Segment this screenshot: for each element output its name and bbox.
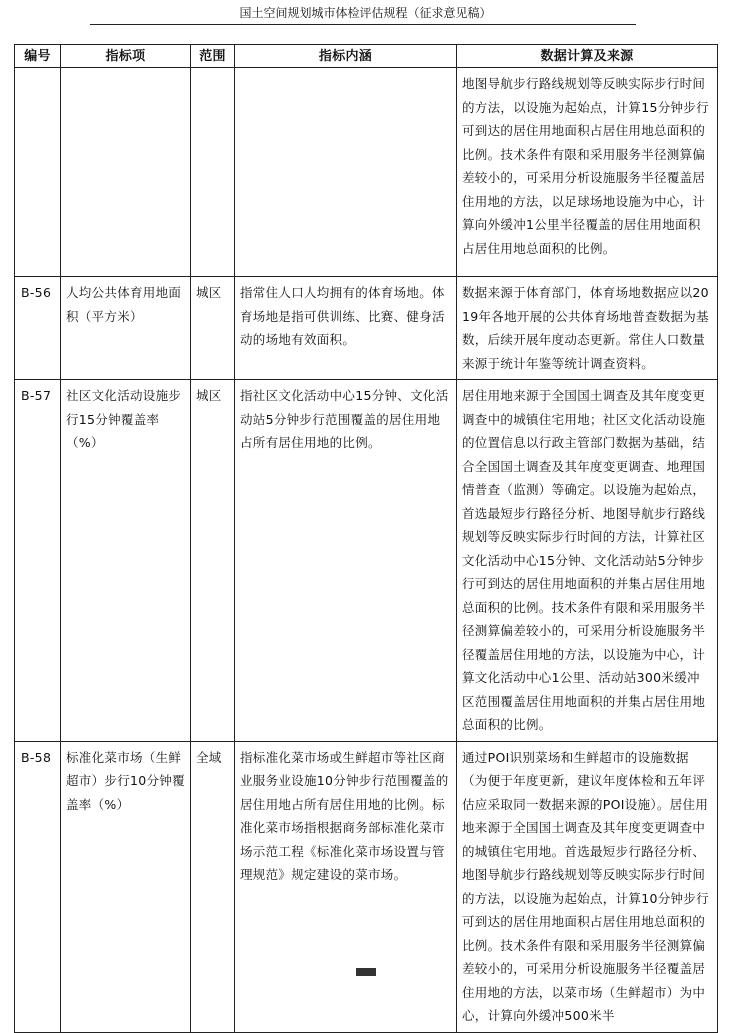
table-cell-id bbox=[15, 68, 61, 277]
table-cell-id: B-57 bbox=[15, 380, 61, 742]
table-cell-indicator: 社区文化活动设施步行15分钟覆盖率（%） bbox=[61, 380, 191, 742]
header-rule bbox=[90, 24, 636, 25]
table-row bbox=[15, 380, 718, 742]
table-cell-source: 数据来源于体育部门，体育场地数据应以2019年各地开展的公共体育场地普查数据为基数，后续开展年度动态更新。常住人口数量来源于统计年鉴等统计调查资料。 bbox=[457, 277, 718, 380]
table-row-continuation bbox=[15, 68, 718, 277]
table-cell-source: 居住用地来源于全国国土调查及其年度变更调查中的城镇住宅用地；社区文化活动设施的位置信息以行政主管部门数据为基础，结合全国国土调查及其年度变更调查、地理国情普查（监测）等确定。以设施为起始点，首选最短步行路径分析、地图导航步行路线规划等反映实际步行时间的方法，计算社区文化活动中心15分钟、文化活动站5分钟步行可到达的居住用地面积的并集占居住用地总面积的比例。技术条件有限和采用服务半径测算偏差较小的，可采用分析设施服务半径覆盖居住用地的方法，以设施为中心，计算文化活动中心1公里、活动站300米缓冲区范围覆盖居住用地面积的并集占居住用地总面积的比例。 bbox=[457, 380, 718, 742]
indicator-table bbox=[14, 44, 718, 1033]
column-header-source: 数据计算及来源 bbox=[457, 45, 718, 68]
table-cell-indicator bbox=[61, 68, 191, 277]
document-header bbox=[0, 0, 731, 26]
table-cell-connotation: 指标准化菜市场或生鲜超市等社区商业服务业设施10分钟步行范围覆盖的居住用地占所有居住用地的比例。标准化菜市场指根据商务部标准化菜市场示范工程《标准化菜市场设置与管理规范》规定建设的菜市场。 bbox=[235, 741, 457, 1032]
document-title: 国土空间规划城市体检评估规程（征求意见稿） bbox=[239, 6, 492, 20]
page-number-mark bbox=[356, 968, 376, 976]
table-cell-id: B-56 bbox=[15, 277, 61, 380]
table-cell-indicator: 标准化菜市场（生鲜超市）步行10分钟覆盖率（%） bbox=[61, 741, 191, 1032]
table-row bbox=[15, 277, 718, 380]
table-cell-scope bbox=[191, 68, 235, 277]
table-cell-scope: 城区 bbox=[191, 277, 235, 380]
table-cell-connotation bbox=[235, 68, 457, 277]
table-cell-connotation: 指常住人口人均拥有的体育场地。体育场地是指可供训练、比赛、健身活动的场地有效面积。 bbox=[235, 277, 457, 380]
table-cell-id: B-58 bbox=[15, 741, 61, 1032]
column-header-indicator: 指标项 bbox=[61, 45, 191, 68]
table-header-row bbox=[15, 45, 718, 68]
column-header-scope: 范围 bbox=[191, 45, 235, 68]
table-cell-scope: 全域 bbox=[191, 741, 235, 1032]
table-cell-indicator: 人均公共体育用地面积（平方米） bbox=[61, 277, 191, 380]
column-header-id: 编号 bbox=[15, 45, 61, 68]
table-cell-source: 地图导航步行路线规划等反映实际步行时间的方法，以设施为起始点，计算15分钟步行可到达的居住用地面积占居住用地总面积的比例。技术条件有限和采用服务半径测算偏差较小的，可采用分析设施服务半径覆盖居住用地的方法，以足球场地设施为中心，计算向外缓冲1公里半径覆盖的居住用地面积占居住用地总面积的比例。 bbox=[457, 68, 718, 277]
table-cell-source: 通过POI识别菜场和生鲜超市的设施数据（为便于年度更新，建议年度体检和五年评估应采取同一数据来源的POI设施）。居住用地来源于全国国土调查及其年度变更调查中的城镇住宅用地。首选最短步行路径分析、地图导航步行路线规划等反映实际步行时间的方法，以设施为起始点，计算10分钟步行可到达的居住用地面积占居住用地总面积的比例。技术条件有限和采用服务半径测算偏差较小的，可采用分析设施服务半径覆盖居住用地的方法，以菜市场（生鲜超市）为中心，计算向外缓冲500米半 bbox=[457, 741, 718, 1032]
column-header-connotation: 指标内涵 bbox=[235, 45, 457, 68]
table-cell-connotation: 指社区文化活动中心15分钟、文化活动站5分钟步行范围覆盖的居住用地占所有居住用地的比例。 bbox=[235, 380, 457, 742]
table-row bbox=[15, 741, 718, 1032]
table-cell-scope: 城区 bbox=[191, 380, 235, 742]
